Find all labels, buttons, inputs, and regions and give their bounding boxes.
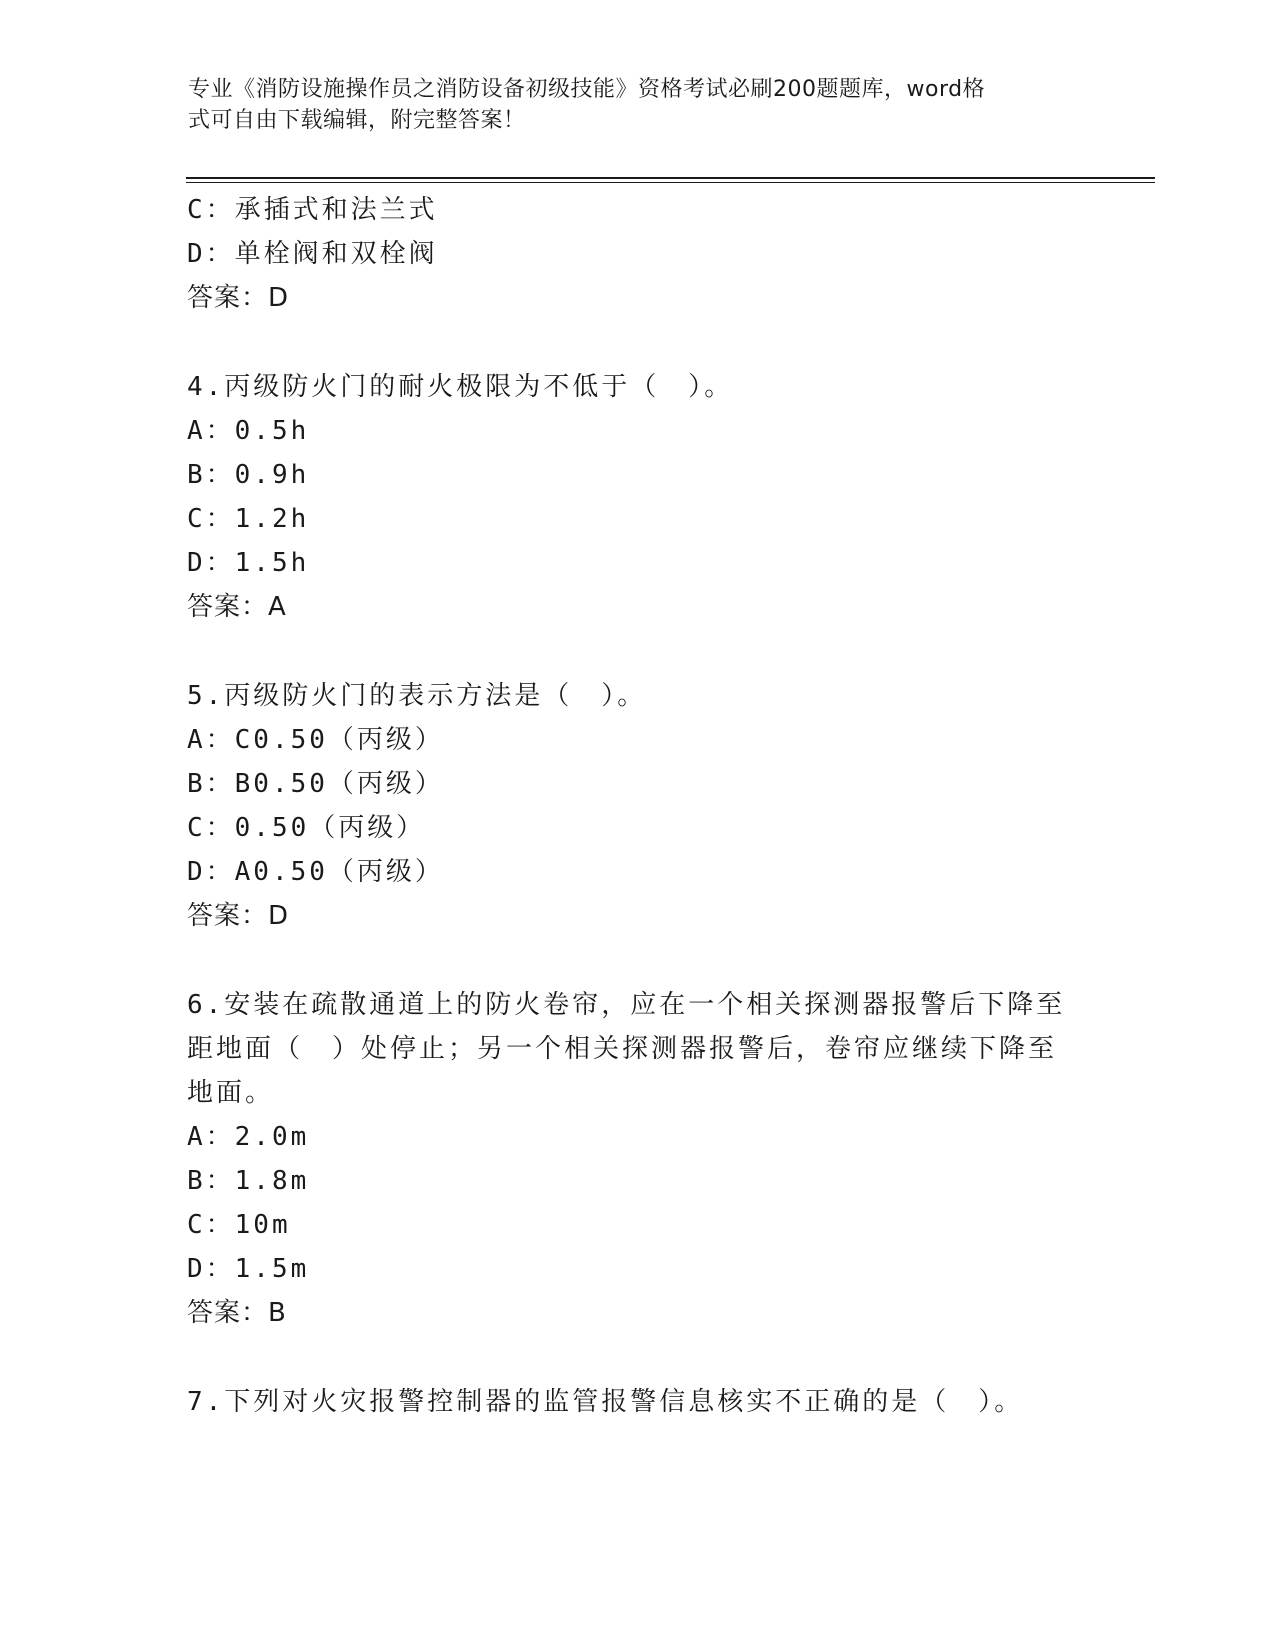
header-line-1: 专业《消防设施操作员之消防设备初级技能》资格考试必刷200题题库，word格 [188,77,986,102]
q4-option-d: D：1.5h [187,548,310,578]
q4-option-c: C：1.2h [187,504,310,534]
q6-question-line-3: 地面。 [187,1078,275,1108]
q3-option-c: C：承插式和法兰式 [187,195,438,225]
header-divider-thin [186,182,1155,183]
q5-question: 5.丙级防火门的表示方法是（ ）。 [187,681,647,711]
q3-answer: 答案：D [187,283,290,313]
q3-option-d: D：单栓阀和双栓阀 [187,239,438,269]
q5-answer: 答案：D [187,901,290,931]
q7-question: 7.下列对火灾报警控制器的监管报警信息核实不正确的是（ ）。 [187,1387,1024,1417]
q6-question-line-2: 距地面（ ）处停止；另一个相关探测器报警后，卷帘应继续下降至 [187,1034,1058,1064]
q4-option-a: A：0.5h [187,416,310,446]
q5-option-d: D：A0.50（丙级） [187,857,444,887]
q6-option-b: B：1.8m [187,1166,310,1196]
header-divider-thick [186,177,1155,179]
q5-option-a: A：C0.50（丙级） [187,725,444,755]
q6-option-a: A：2.0m [187,1122,310,1152]
q4-option-b: B：0.9h [187,460,310,490]
q5-option-c: C：0.50（丙级） [187,813,426,843]
q6-answer: 答案：B [187,1298,287,1328]
document-header [188,74,1078,136]
q4-answer: 答案：A [187,592,287,622]
q5-option-b: B：B0.50（丙级） [187,769,444,799]
q4-question: 4.丙级防火门的耐火极限为不低于（ ）。 [187,372,734,402]
q6-question-line-1: 6.安装在疏散通道上的防火卷帘，应在一个相关探测器报警后下降至 [187,990,1066,1020]
q6-option-d: D：1.5m [187,1254,310,1284]
header-line-2: 式可自由下载编辑，附完整答案！ [188,108,526,133]
q6-option-c: C：10m [187,1210,291,1240]
